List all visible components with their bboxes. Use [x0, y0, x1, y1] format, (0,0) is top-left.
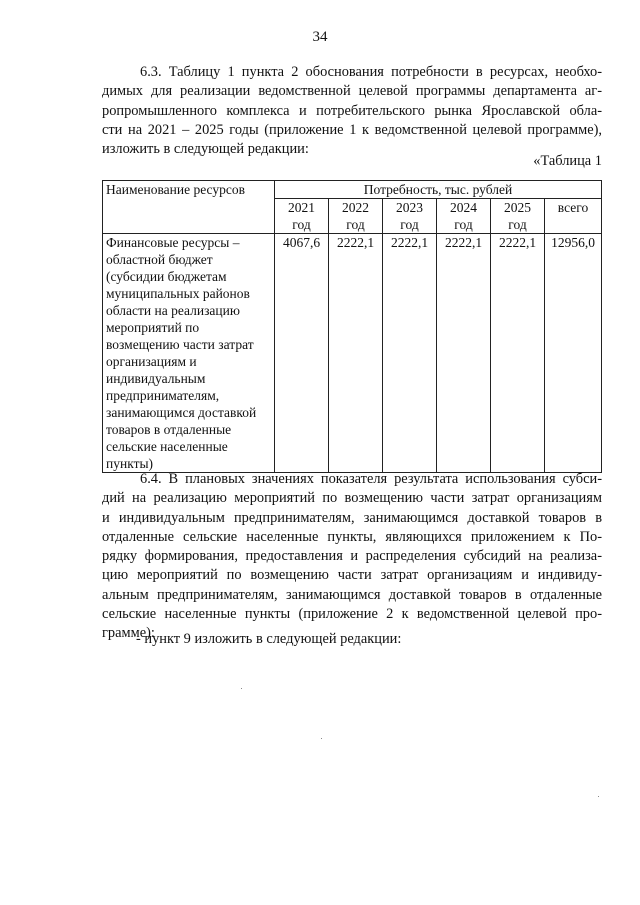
header-year: 2023 год [383, 199, 437, 234]
table-row [103, 234, 602, 473]
paragraph-line: дий на реализацию мероприятий по возмещению части затрат организациям [102, 490, 602, 507]
value-cell: 2222,1 [329, 234, 383, 473]
paragraph-line: ропромышленного комплекса и потребительского рынка Ярославской обла- [102, 102, 602, 119]
paragraph-line: альным предпринимателям, занимающимся доставкой товаров в отдаленные [102, 586, 602, 603]
header-year: 2022 год [329, 199, 383, 234]
paragraph-line: рядку формирования, предоставления и распределения субсидий на реализа- [102, 548, 602, 565]
header-need: Потребность, тыс. рублей [275, 181, 602, 199]
scan-speck [241, 688, 242, 689]
paragraph-line: изложить в следующей редакции: [102, 141, 309, 158]
paragraph-line: грамме): [102, 625, 155, 642]
header-year: 2021 год [275, 199, 329, 234]
paragraph-line: и индивидуальным предпринимателям, занимающимся доставкой товаров в [102, 509, 602, 526]
page-number: 34 [312, 29, 328, 45]
header-resource-name: Наименование ресурсов [103, 181, 275, 234]
paragraph-line: цию мероприятий по возмещению части затрат организациям и индивиду- [102, 567, 602, 584]
paragraph-line: сельские населенные пункты (приложение 2 к ведомственной целевой про- [102, 606, 602, 623]
header-year: 2024 год [437, 199, 491, 234]
header-total: всего [545, 199, 602, 234]
paragraph-6-3 [102, 63, 602, 159]
paragraph-line: 6.3. Таблицу 1 пункта 2 обоснования потребности в ресурсах, необхо- [140, 64, 602, 80]
paragraph-line: димых для реализации ведомственной целевой программы департамента аг- [102, 83, 602, 100]
paragraph-line: отдаленные сельские населенные пункты, являющихся приложением к По- [102, 528, 602, 545]
paragraph-6-4 [102, 470, 602, 644]
paragraph-line: 6.4. В плановых значениях показателя результата использования субси- [140, 471, 602, 487]
value-cell: 2222,1 [437, 234, 491, 473]
resource-name-cell: Финансовые ресурсы – областной бюджет (субсидии бюджетам муниципальных районов области на реализацию мероприятий по возмещению части затрат организациям и индивидуальным предпринимателям, занимающимся доставкой товаров в отдаленные сельские населенные пункты) [103, 234, 275, 473]
paragraph-line: сти на 2021 – 2025 годы (приложение 1 к ведомственной целевой программе), [102, 121, 602, 138]
value-cell: 2222,1 [491, 234, 545, 473]
scan-speck [321, 738, 322, 739]
value-cell: 2222,1 [383, 234, 437, 473]
table-header-row [103, 181, 602, 199]
header-year: 2025 год [491, 199, 545, 234]
value-cell: 4067,6 [275, 234, 329, 473]
total-cell: 12956,0 [545, 234, 602, 473]
table-caption: «Таблица 1 [533, 153, 602, 169]
item-9-text: - пункт 9 изложить в следующей редакции: [136, 631, 402, 647]
resources-table [102, 180, 602, 473]
scan-speck [598, 796, 599, 797]
